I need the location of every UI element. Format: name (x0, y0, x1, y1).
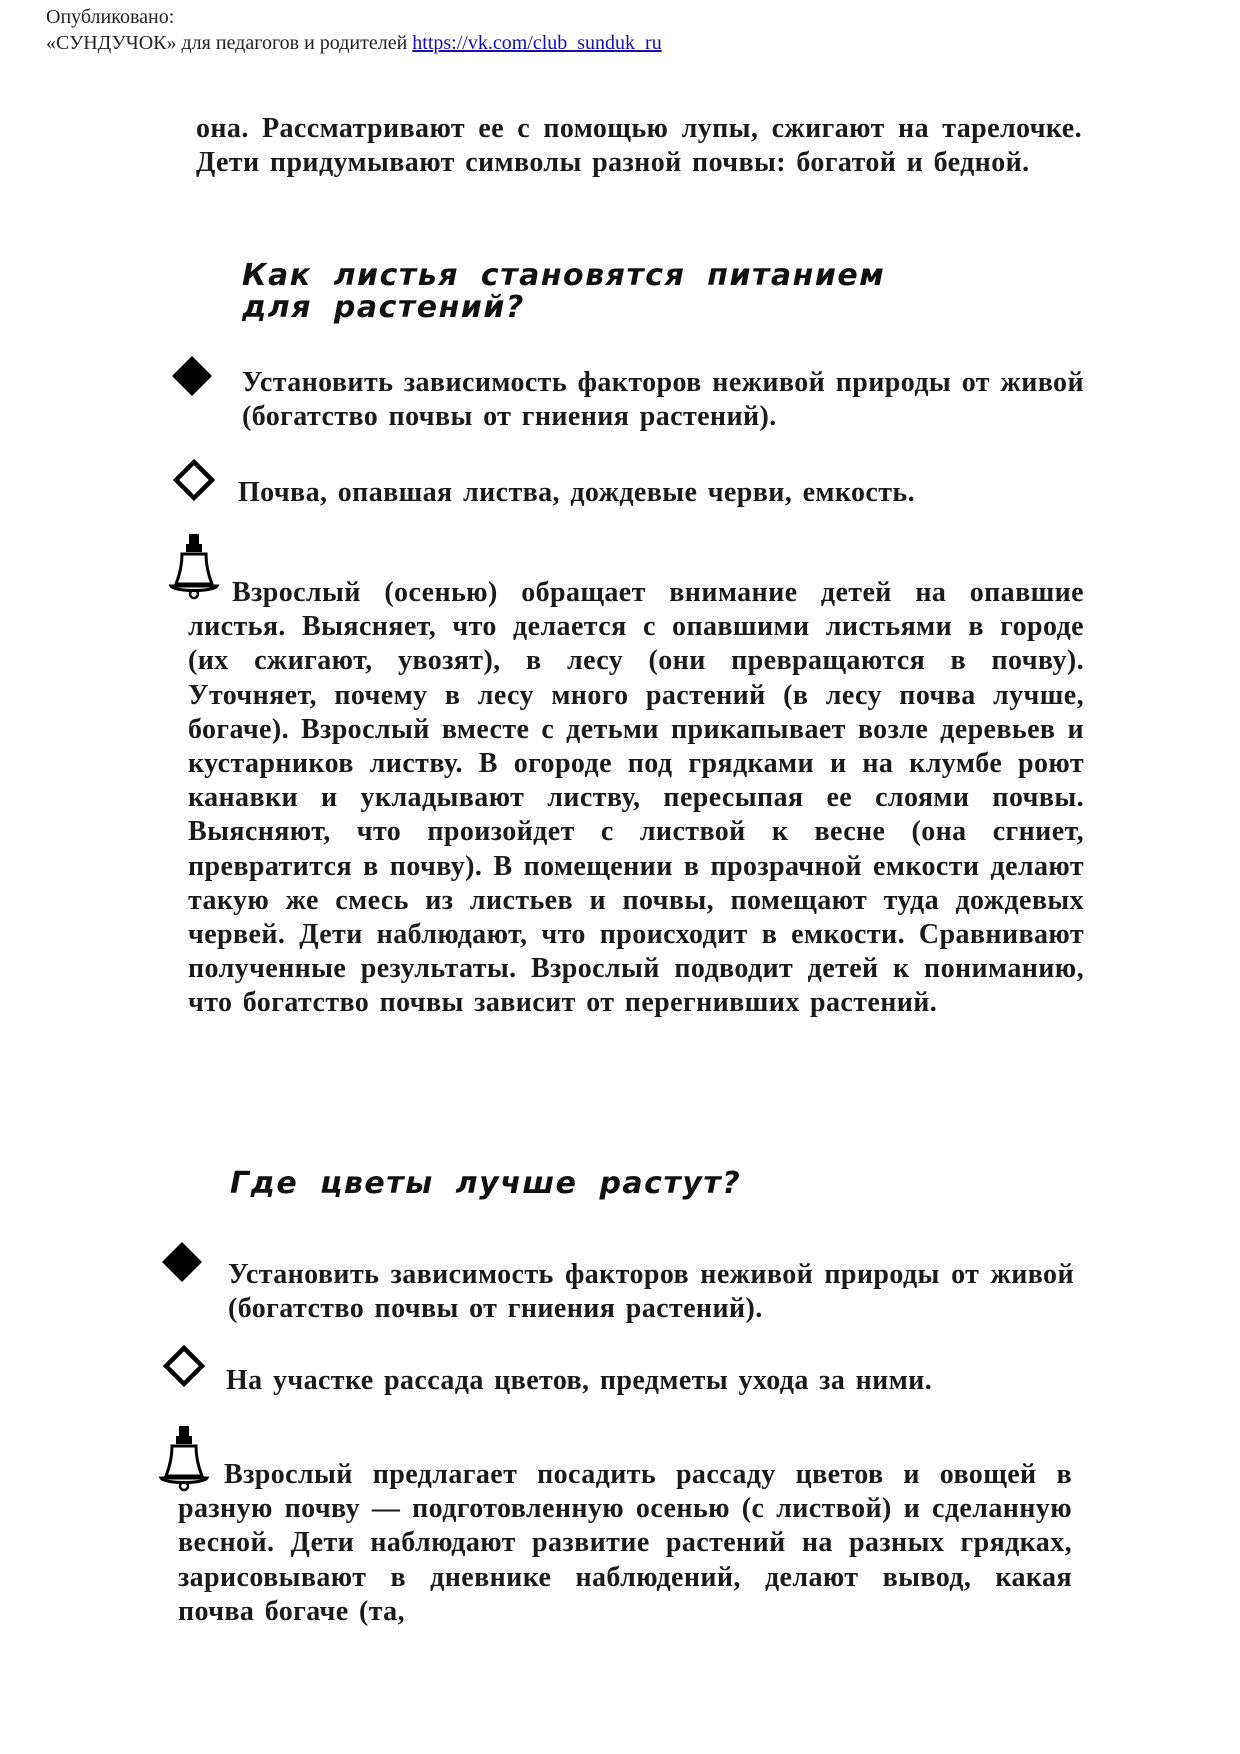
source-link[interactable]: https://vk.com/club_sunduk_ru (412, 32, 662, 54)
source-text: «СУНДУЧОК» для педагогов и родителей (46, 32, 408, 54)
goal-diamond-icon (170, 354, 214, 398)
materials-diamond-icon (162, 1344, 206, 1388)
published-label: Опубликовано: (46, 6, 175, 28)
section1-procedure: Взрослый (осенью) обращает внимание детей на опавшие листья. Выясняет, что делается с опавшими листьями в городе (их сжигают, увозят), в лесу (они превращаются в почву). Уточняет, почему в лесу много растений (в лесу почва лучше, богаче). Взрослый вместе с детьми прикапывает возле деревьев и кустарников листву. В огороде под грядками и на клумбе роют канавки и укладывают листву, пересыпая ее слоями почвы. Выясняют, что произойдет с листвой к весне (она сгниет, превратится в почву). В помещении в прозрачной емкости делают такую же смесь из листьев и почвы, помещают туда дождевых червей. Дети наблюдают, что происходит в емкости. Сравнивают полученные результаты. Взрослый подводит детей к пониманию, что богатство почвы зависит от перегнивших растений. (188, 577, 1084, 1019)
section1-title-line1: Как листья становятся питанием (242, 258, 886, 293)
section1-materials: Почва, опавшая листва, дождевые черви, емкость. (238, 477, 916, 508)
source-line (46, 30, 662, 56)
publication-header (46, 4, 662, 56)
section2-title: Где цветы лучше растут? (230, 1166, 742, 1201)
materials-diamond-icon (172, 458, 216, 502)
section1-title-line2: для растений? (242, 290, 525, 325)
section2-materials: На участке рассада цветов, предметы ухода за ними. (226, 1365, 933, 1396)
section2-procedure: Взрослый предлагает посадить рассаду цветов и овощей в разную почву — подготовленную осенью (с листвой) и сделанную весной. Дети наблюдают развитие растений на разных грядках, зарисовывают в дневнике наблюдений, делают вывод, какая почва богаче (та, (178, 1459, 1072, 1627)
section1-title (242, 260, 885, 324)
section1-goal: Установить зависимость факторов неживой природы от живой (богатство почвы от гниения растений). (242, 367, 1084, 433)
intro-paragraph: она. Рассматривают ее с помощью лупы, сжигают на тарелочке. Дети придумывают символы разной почвы: богатой и бедной. (196, 113, 1082, 179)
section2-goal: Установить зависимость факторов неживой природы от живой (богатство почвы от гниения растений). (228, 1259, 1074, 1325)
goal-diamond-icon (160, 1240, 204, 1284)
